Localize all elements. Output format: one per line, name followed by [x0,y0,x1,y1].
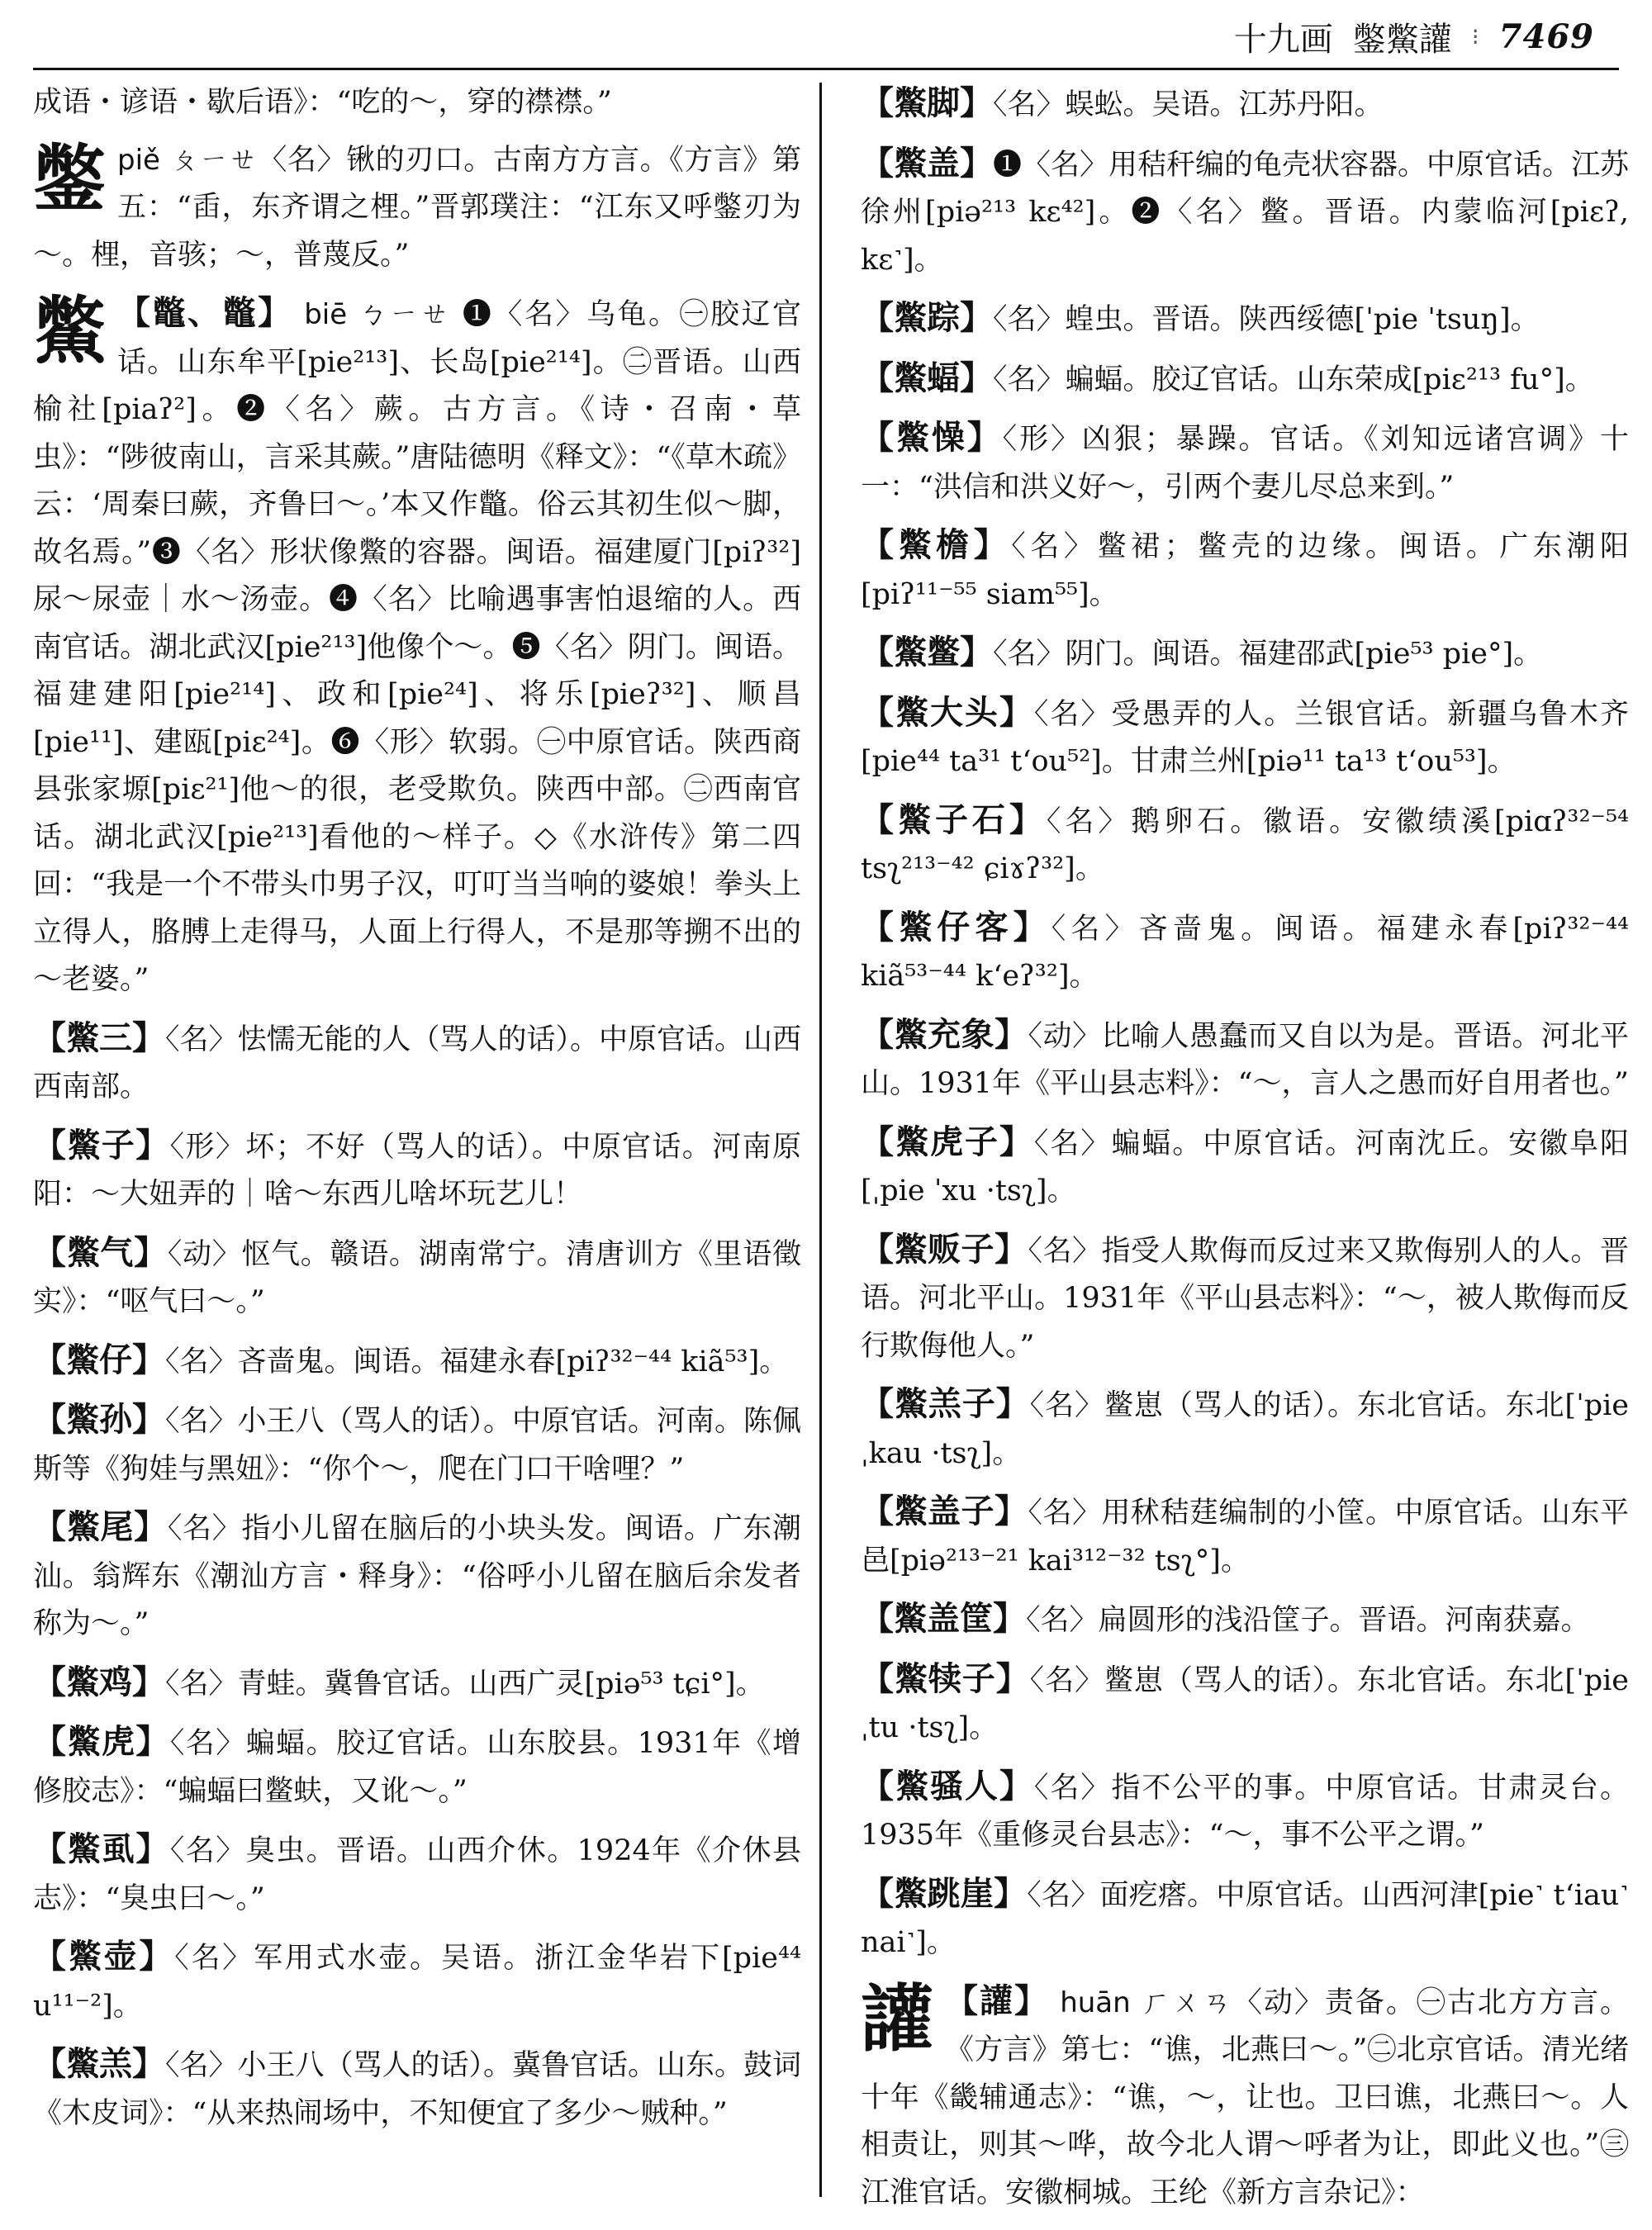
pinyin: huān [1060,1986,1131,2019]
subentry-term: 【鱉羔子】 [861,1384,1030,1423]
headword-char: 鐅 [33,135,107,221]
entry-head-2 [33,289,801,1004]
subentry-definition: 〈名〉蝙蝠。中原官话。河南沈丘。安徽阜阳[ˌpie ˈxu ·tsʅ]。 [861,1127,1629,1208]
left-column [33,79,801,2147]
subentry-definition: 〈名〉面疙瘩。中原官话。山西河津[pie˺ tʻiau˺ nai˺]。 [861,1878,1630,1959]
subentry-term: 【鱉虱】 [33,1829,170,1868]
subentry-term: 【鱉子】 [33,1125,170,1165]
subentry-term: 【鱉鳖】 [861,633,993,671]
subentry [33,1336,801,1387]
subentry-definition: 〈名〉小王八（骂人的话）。冀鲁官话。山东。鼓词《木皮词》：“从来热闹场中，不知便宜了多少～贼种。” [33,2049,802,2130]
subentry-definition: 〈动〉怄气。赣语。湖南常宁。清唐训方《里语徵实》：“呕气曰～。” [33,1237,802,1318]
subentry-term: 【鱉仔客】 [861,907,1051,947]
column-divider [819,83,822,2197]
subentry-definition: 〈名〉指受人欺侮而反过来又欺侮别人的人。晋语。河北平山。1931年《平山县志料》：“～，被人欺侮而反行欺侮他人。” [861,1234,1629,1363]
right-column [861,79,1629,2227]
entry-definition: ㄏㄨㄢ〈动〉责备。㊀古北方方言。《方言》第七：“谯，北燕曰～。”㊁北京官话。清光绪十年《畿辅通志》：“谯，～，让也。卫曰谯，北燕曰～。人相责让，则其～哗，故今北人谓～呼者为让，即此义也。”㊂江淮官话。安徽桐城。王纶《新方言杂记》： [861,1986,1629,2209]
subentry-term: 【鱉虎子】 [861,1122,1034,1161]
subentry [861,140,1629,285]
subentry [861,1118,1629,1216]
pinyin: piě [117,143,160,177]
subentry-term: 【鱉贩子】 [861,1229,1028,1269]
subentry-term: 【鱉鸡】 [33,1662,165,1701]
page-number: 7469 [1498,17,1594,56]
subentry-term: 【鱉壶】 [33,1937,175,1976]
variant-forms: 【鼈、鼈】 [117,293,293,332]
subentry-term: 【鱉尾】 [33,1507,168,1546]
subentry-definition: 〈名〉军用式水壶。吴语。浙江金华岩下[pie⁴⁴ u¹¹⁻²]。 [33,1942,802,2023]
entry-head-3 [861,1977,1629,2218]
subentry-definition: 〈名〉蝙蝠。胶辽官话。山东荣成[piɛ²¹³ fu°]。 [993,363,1594,396]
subentry-term: 【鱉骚人】 [861,1766,1034,1805]
subentry-term: 【鱉三】 [33,1018,165,1057]
subentry-definition: 〈名〉蝙蝠。胶辽官话。山东胶县。1931年《增修胶志》：“蝙蝠曰鳖蚨，又讹～。” [33,1727,801,1808]
subentry-definition: 〈名〉吝啬鬼。闽语。福建永春[piʔ³²⁻⁴⁴ kiã⁵³⁻⁴⁴ kʻeʔ³²]。 [861,912,1630,993]
headword-char: 鱉 [33,287,107,373]
entry-definition: ㄆㄧㄝ〈名〉锹的刃口。古南方方言。《方言》第五：“臿，东齐谓之梩。”晋郭璞注：“江东又呼鐅刃为～。梩，音骇；～，普蔑反。” [33,143,801,272]
variant-forms: 【讙】 [945,1981,1050,2020]
subentry [861,354,1629,405]
subentry-term: 【鱉盖】 [861,143,993,183]
subentry [861,904,1629,1001]
subentry-term: 【鱉檐】 [861,525,1012,564]
subentry-definition: 〈名〉青蛙。冀鲁官话。山西广灵[piə⁵³ tɕi°]。 [165,1667,765,1701]
subentry [33,2040,801,2137]
subentry-term: 【鱉孙】 [33,1400,165,1439]
subentry [861,1380,1629,1478]
subentry-term: 【鱉盖子】 [861,1492,1028,1530]
entry-definition: ㄅㄧㄝ ❶〈名〉乌龟。㊀胶辽官话。山东牟平[pie²¹³]、长岛[pie²¹⁴]。㊁晋语。山西榆社[piaʔ²]。❷〈名〉蕨。古方言。《诗・召南・草虫》：“陟彼南山，言采其蕨。”唐陆德明《释文》：“《草木疏》云：‘周秦曰蕨，齐鲁曰～。’本又作鼈。俗云其初生似～脚，故名焉。”❸〈名〉形状像鱉的容器。闽语。福建厦门[piʔ³²]尿～尿壶｜水～汤壶。❹〈名〉比喻遇事害怕退缩的人。西南官话。湖北武汉[pie²¹³]他像个～。❺〈名〉阴门。闽语。福建建阳[pie²¹⁴]、政和[pie²⁴]、将乐[pieʔ³²]、顺昌[pie¹¹]、建瓯[piɛ²⁴]。❻〈形〉软弱。㊀中原官话。陕西商县张家塬[piɛ²¹]他～的很，老受欺负。陕西中部。㊁西南官话。湖北武汉[pie²¹³]看他的～样子。◇《水浒传》第二四回：“我是一个不带头巾男子汉，叮叮当当响的婆娘！拳头上立得人，胳膊上走得马，人面上行得人，不是那等搠不出的～老婆。” [33,298,801,996]
subentry [33,1503,801,1649]
subentry-term: 【鱉羔】 [33,2044,165,2083]
subentry-definition: 〈名〉臭虫。晋语。山西介休。1924年《介休县志》：“臭虫曰～。” [33,1834,801,1915]
subentry-definition: 〈名〉用秫秸莛编制的小筐。中原官话。山东平邑[piə²¹³⁻²¹ kai³¹²⁻³² tsʅ°]。 [861,1497,1629,1578]
subentry [861,414,1629,511]
subentry-term: 【鱉充象】 [861,1014,1028,1054]
header-separator: ⁝ [1471,22,1479,50]
subentry [33,1718,801,1815]
subentry-term: 【鱉虎】 [33,1722,170,1761]
subentry-term: 【鱉踪】 [861,298,993,337]
subentry-definition: 〈名〉蝗虫。晋语。陕西绥德[ˈpie ˈtsuŋ]。 [993,303,1540,336]
subentry [33,1014,801,1112]
subentry-definition: 〈名〉怯懦无能的人（骂人的话）。中原官话。山西西南部。 [33,1022,802,1103]
subentry [33,1396,801,1493]
subentry [33,1122,801,1219]
subentry [861,294,1629,344]
subentry [861,796,1629,894]
subentry-definition: ❶〈名〉用秸秆编的龟壳状容器。中原官话。江苏徐州[piə²¹³ kɛ⁴²]。❷〈名〉鳖。晋语。内蒙临河[piɛʔ, kɛ˺]。 [861,148,1630,277]
subentry-definition: 〈名〉蜈蚣。吴语。江苏丹阳。 [993,88,1384,121]
subentry [861,1011,1629,1108]
subentry-definition: 〈名〉指不公平的事。中原官话。甘肃灵台。1935年《重修灵台县志》：“～，事不公平之谓。” [861,1771,1629,1852]
subentry-definition: 〈名〉鳖裙；鳖壳的边缘。闽语。广东潮阳[piʔ¹¹⁻⁵⁵ siam⁵⁵]。 [861,530,1629,611]
subentry-term: 【鱉跳崖】 [861,1873,1028,1913]
subentry-term: 【鱉气】 [33,1232,168,1272]
subentry-term: 【鱉大头】 [861,692,1034,732]
running-header [826,12,1594,61]
subentry [861,1226,1629,1371]
continued-text: 成语・谚语・歇后语》：“吃的～，穿的襟襟。” [33,86,612,119]
subentry-definition: 〈名〉阴门。闽语。福建邵武[pie⁵³ pie°]。 [993,638,1543,671]
subentry-definition: 〈名〉指小儿留在脑后的小块头发。闽语。广东潮汕。翁辉东《潮汕方言・释身》：“俗呼小儿留在脑后余发者称为～。” [33,1512,802,1640]
subentry [33,1825,801,1923]
subentry-definition: 〈名〉吝啬鬼。闽语。福建永春[piʔ³²⁻⁴⁴ kiã⁵³]。 [165,1345,789,1378]
subentry-term: 【鱉脚】 [861,83,993,122]
header-characters: 鐅鱉讙 [1352,20,1452,59]
headword-char: 讙 [861,1975,934,2062]
subentry-definition: 〈名〉小王八（骂人的话）。中原官话。河南。陈佩斯等《狗娃与黑妞》：“你个～，爬在门口干啥哩？” [33,1405,802,1486]
subentry [861,1870,1629,1967]
subentry [861,1487,1629,1585]
subentry-definition: 〈动〉比喻人愚蠢而又自以为是。晋语。河北平山。1931年《平山县志料》：“～，言人之愚而好自用者也。” [861,1019,1629,1100]
subentry-term: 【鱉懆】 [861,418,1003,457]
subentry-definition: 〈名〉扁圆形的浅沿筐子。晋语。河南获嘉。 [1026,1604,1590,1637]
subentry-definition: 〈名〉受愚弄的人。兰银官话。新疆乌鲁木齐[pie⁴⁴ ta³¹ tʻou⁵²]。甘肃兰州[piə¹¹ ta¹³ tʻou⁵³]。 [861,697,1629,778]
subentry-definition: 〈名〉鹅卵石。徽语。安徽绩溪[piɑʔ³²⁻⁵⁴ tsʅ²¹³⁻⁴² ɕiɤʔ³²]。 [861,804,1630,885]
subentry-term: 【鱉仔】 [33,1340,165,1379]
subentry [861,521,1629,619]
subentry-term: 【鱉蝠】 [861,358,993,397]
header-rule [33,68,1619,70]
subentry [33,1933,801,2030]
subentry-definition: 〈形〉坏；不好（骂人的话）。中原官话。河南原阳：～大妞弄的｜啥～东西儿啥坏玩艺儿！ [33,1130,801,1211]
pinyin: biē [304,298,348,331]
subentry-definition: 〈名〉鳖崽（骂人的话）。东北官话。东北[ˈpie ˌkau ·tsʅ]。 [861,1389,1629,1470]
subentry-term: 【鱉犊子】 [861,1658,1030,1698]
subentry [861,1595,1629,1645]
subentry [861,1763,1629,1860]
header-stroke-section: 十九画 [1233,20,1333,59]
subentry-term: 【鱉子石】 [861,799,1047,839]
subentry-definition: 〈形〉凶狠；暴躁。官话。《刘知远诸宫调》十一：“洪信和洪义好～，引两个妻儿尽总来到。” [861,423,1629,504]
subentry [33,1229,801,1326]
subentry [861,1655,1629,1753]
subentry [33,1658,801,1709]
subentry [861,689,1629,786]
subentry-definition: 〈名〉鳖崽（骂人的话）。东北官话。东北[ˈpie ˌtu ·tsʅ]。 [861,1663,1629,1744]
subentry [861,629,1629,679]
entry-head-1 [33,137,801,280]
subentry-term: 【鱉盖筐】 [861,1599,1026,1638]
subentry [861,79,1629,130]
